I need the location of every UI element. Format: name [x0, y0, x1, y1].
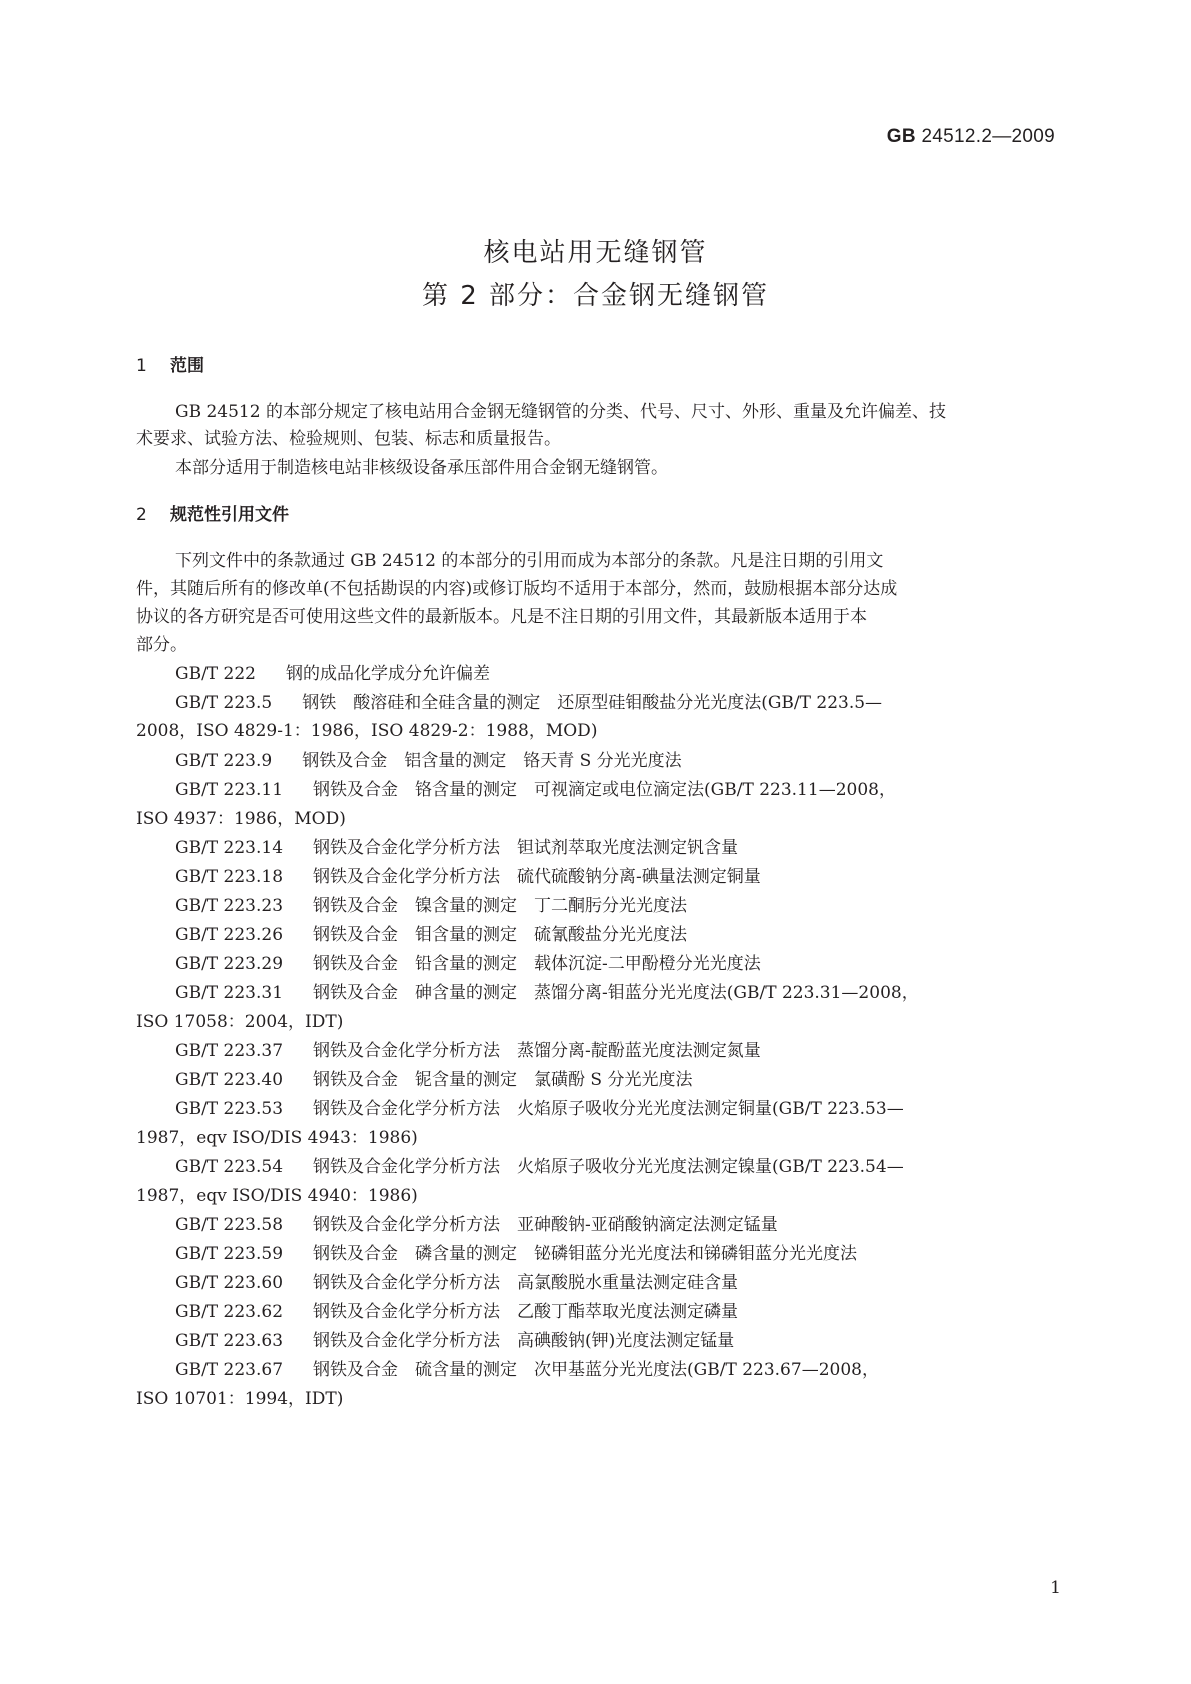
ref-entry: [175, 1214, 778, 1236]
section-1-title: 范围: [170, 356, 204, 376]
ref-entry: [175, 953, 761, 975]
ref-code: GB/T 222: [175, 664, 256, 684]
ref-entry: [175, 837, 738, 859]
standard-code-number: 24512.2—2009: [921, 126, 1055, 147]
ref-title: 钢铁及合金化学分析方法 蒸馏分离-靛酚蓝光度法测定氮量: [313, 1041, 761, 1061]
standard-code: [887, 126, 1055, 148]
ref-code: GB/T 223.29: [175, 954, 284, 974]
ref-title: 钢铁及合金化学分析方法 火焰原子吸收分光光度法测定镍量(GB/T 223.54—: [313, 1157, 904, 1177]
ref-entry: [175, 1301, 738, 1323]
ref-continuation: ISO 17058：2004，IDT): [136, 1012, 344, 1032]
ref-code: GB/T 223.37: [175, 1041, 284, 1061]
ref-title: 钢铁及合金 镍含量的测定 丁二酮肟分光光度法: [313, 896, 688, 916]
document-title-line1: 核电站用无缝钢管: [483, 238, 708, 268]
section-2-intro-line4: 部分。: [136, 635, 187, 655]
ref-entry: [175, 750, 682, 772]
ref-code: GB/T 223.58: [175, 1215, 284, 1235]
ref-code: GB/T 223.14: [175, 838, 284, 858]
ref-entry: [175, 663, 490, 685]
ref-title: 钢铁及合金化学分析方法 高氯酸脱水重量法测定硅含量: [313, 1273, 739, 1293]
standard-code-prefix: GB: [886, 126, 916, 147]
ref-continuation: ISO 4937：1986，MOD): [136, 809, 346, 829]
ref-title: 钢铁及合金化学分析方法 乙酸丁酯萃取光度法测定磷量: [313, 1302, 739, 1322]
ref-entry: [175, 1098, 904, 1120]
ref-continuation: 1987，eqv ISO/DIS 4943：1986): [136, 1128, 418, 1148]
ref-code: GB/T 223.40: [175, 1070, 284, 1090]
ref-code: GB/T 223.54: [175, 1157, 284, 1177]
ref-code: GB/T 223.23: [175, 896, 284, 916]
ref-continuation: 1987，eqv ISO/DIS 4940：1986): [136, 1186, 418, 1206]
ref-code: GB/T 223.63: [175, 1331, 284, 1351]
ref-code: GB/T 223.26: [175, 925, 284, 945]
section-1-para2: 本部分适用于制造核电站非核级设备承压部件用合金钢无缝钢管。: [175, 458, 668, 478]
ref-entry: [175, 1040, 761, 1062]
ref-continuation: 2008，ISO 4829-1：1986，ISO 4829-2：1988，MOD): [136, 721, 598, 741]
ref-title: 钢铁及合金化学分析方法 火焰原子吸收分光光度法测定铜量(GB/T 223.53—: [313, 1099, 904, 1119]
ref-code: GB/T 223.5: [175, 693, 273, 713]
ref-title: 钢铁及合金 铌含量的测定 氯磺酚 S 分光光度法: [313, 1070, 693, 1090]
ref-title: 钢铁及合金 铬含量的测定 可视滴定或电位滴定法(GB/T 223.11—2008，: [313, 780, 896, 800]
ref-code: GB/T 223.62: [175, 1302, 284, 1322]
ref-code: GB/T 223.59: [175, 1244, 284, 1264]
ref-title: 钢铁及合金 钼含量的测定 硫氰酸盐分光光度法: [313, 925, 688, 945]
ref-entry: [175, 1243, 857, 1265]
ref-code: GB/T 223.11: [175, 780, 284, 800]
section-1-para1-line2: 术要求、试验方法、检验规则、包装、标志和质量报告。: [136, 429, 561, 449]
ref-title: 钢铁及合金 铅含量的测定 载体沉淀-二甲酚橙分光光度法: [313, 954, 761, 974]
ref-title: 钢的成品化学成分允许偏差: [286, 664, 490, 684]
ref-title: 钢铁 酸溶硅和全硅含量的测定 还原型硅钼酸盐分光光度法(GB/T 223.5—: [302, 693, 883, 713]
ref-entry: [175, 1156, 904, 1178]
section-2-number: 2: [136, 505, 147, 525]
ref-code: GB/T 223.67: [175, 1360, 284, 1380]
ref-title: 钢铁及合金化学分析方法 亚砷酸钠-亚硝酸钠滴定法测定锰量: [313, 1215, 778, 1235]
page-number: 1: [1050, 1578, 1061, 1598]
ref-entry: [175, 692, 882, 714]
ref-code: GB/T 223.9: [175, 751, 273, 771]
section-2-intro-line2: 件，其随后所有的修改单(不包括勘误的内容)或修订版均不适用于本部分，然而，鼓励根据本部分达成: [136, 579, 898, 599]
section-1-number: 1: [136, 356, 147, 376]
ref-entry: [175, 924, 687, 946]
ref-entry: [175, 1359, 879, 1381]
ref-entry: [175, 982, 919, 1004]
ref-entry: [175, 1069, 692, 1091]
ref-title: 钢铁及合金化学分析方法 硫代硫酸钠分离-碘量法测定铜量: [313, 867, 761, 887]
section-2-intro-line1: 下列文件中的条款通过 GB 24512 的本部分的引用而成为本部分的条款。凡是注日期的引用文: [175, 551, 884, 571]
ref-entry: [175, 1272, 738, 1294]
ref-title: 钢铁及合金化学分析方法 高碘酸钠(钾)光度法测定锰量: [313, 1331, 735, 1351]
document-title-line2: 第 2 部分：合金钢无缝钢管: [421, 281, 770, 311]
ref-entry: [175, 779, 896, 801]
ref-code: GB/T 223.60: [175, 1273, 284, 1293]
ref-code: GB/T 223.53: [175, 1099, 284, 1119]
ref-title: 钢铁及合金化学分析方法 钽试剂萃取光度法测定钒含量: [313, 838, 739, 858]
section-1-para1-line1: GB 24512 的本部分规定了核电站用合金钢无缝钢管的分类、代号、尺寸、外形、重量及允许偏差、技: [175, 402, 946, 422]
section-2-title: 规范性引用文件: [170, 505, 289, 525]
ref-entry: [175, 866, 761, 888]
ref-code: GB/T 223.18: [175, 867, 284, 887]
ref-title: 钢铁及合金 磷含量的测定 铋磷钼蓝分光光度法和锑磷钼蓝分光光度法: [313, 1244, 858, 1264]
ref-continuation: ISO 10701：1994，IDT): [136, 1389, 344, 1409]
ref-entry: [175, 895, 687, 917]
section-2-heading: [136, 500, 289, 525]
ref-entry: [175, 1330, 734, 1352]
ref-title: 钢铁及合金 砷含量的测定 蒸馏分离-钼蓝分光光度法(GB/T 223.31—2008，: [313, 983, 919, 1003]
ref-code: GB/T 223.31: [175, 983, 284, 1003]
section-1-heading: [136, 351, 204, 376]
ref-title: 钢铁及合金 铝含量的测定 铬天青 S 分光光度法: [302, 751, 682, 771]
section-2-intro-line3: 协议的各方研究是否可使用这些文件的最新版本。凡是不注日期的引用文件，其最新版本适用于本: [136, 607, 867, 627]
ref-title: 钢铁及合金 硫含量的测定 次甲基蓝分光光度法(GB/T 223.67—2008，: [313, 1360, 879, 1380]
